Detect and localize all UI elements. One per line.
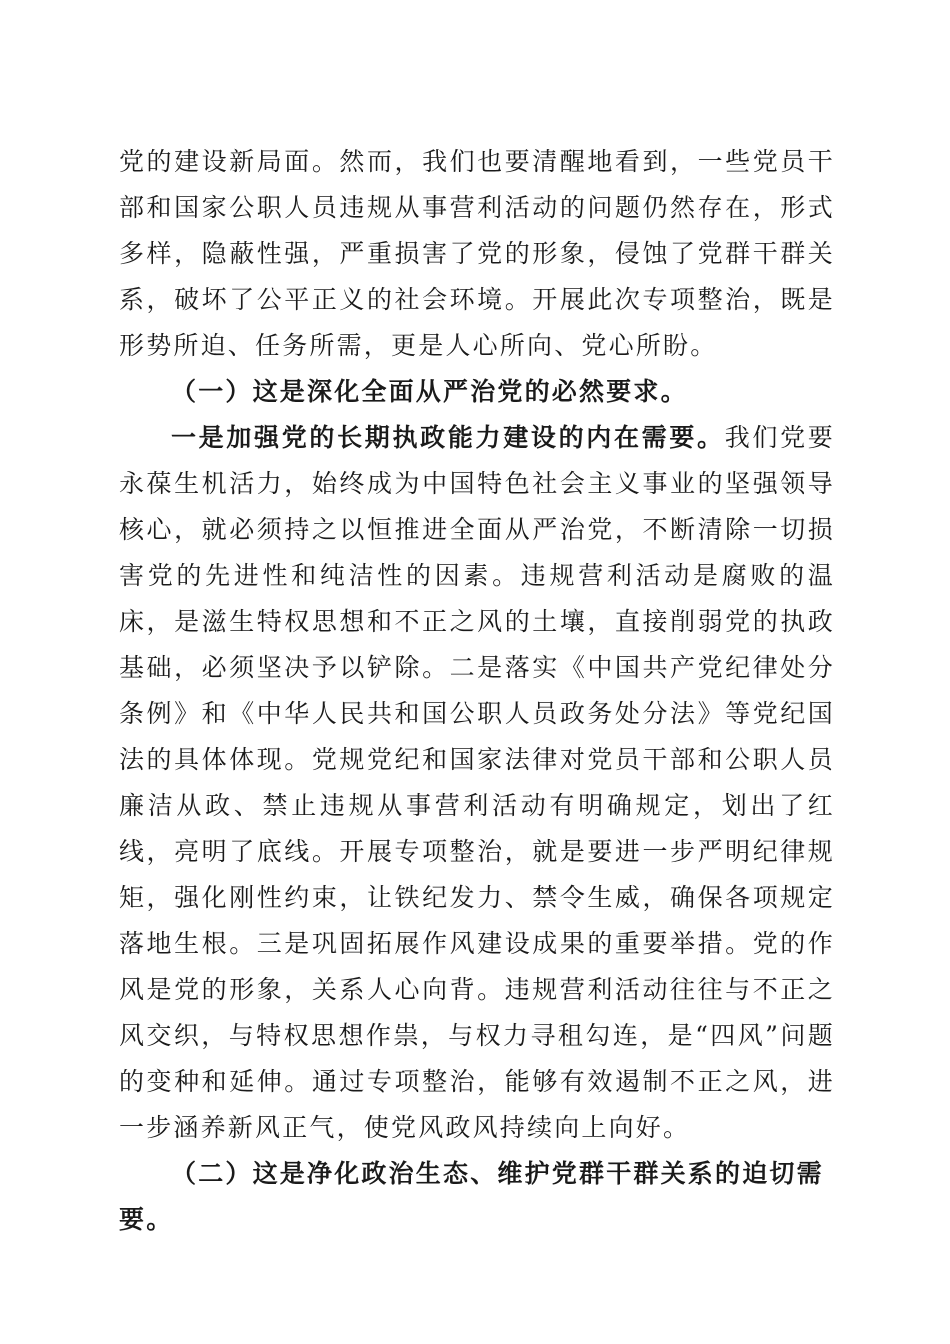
paragraph-2-lead: 一是加强党的长期执政能力建设的内在需要。 — [171, 423, 725, 452]
paragraph-2-body: 我们党要永葆生机活力，始终成为中国特色社会主义事业的坚强领导核心，就必须持之以恒推进全面从严治党，不断清除一切损害党的先进性和纯洁性的因素。违规营利活动是腐败的温床，是滋生特权思想和不正之风的土壤，直接削弱党的执政基础，必须坚决予以铲除。二是落实《中国共产党纪律处分条例》和《中华人民共和国公职人员政务处分法》等党纪国法的具体体现。党规党纪和国家法律对党员干部和公职人员廉洁从政、禁止违规从事营利活动有明确规定，划出了红线，亮明了底线。开展专项整治，就是要进一步严明纪律规矩，强化刚性约束，让铁纪发力、禁令生威，确保各项规定落地生根。三是巩固拓展作风建设成果的重要举措。党的作风是党的形象，关系人心向背。违规营利活动往往与不正之风交织，与特权思想作祟，与权力寻租勾连，是“四风”问题的变种和延伸。通过专项整治，能够有效遏制不正之风，进一步涵养新风正气，使党风政风持续向上向好。 — [119, 423, 835, 1142]
paragraph-2 — [119, 415, 835, 1151]
document-body — [119, 139, 835, 1243]
paragraph-1: 党的建设新局面。然而，我们也要清醒地看到，一些党员干部和国家公职人员违规从事营利活动的问题仍然存在，形式多样，隐蔽性强，严重损害了党的形象，侵蚀了党群干群关系，破坏了公平正义的社会环境。开展此次专项整治，既是形势所迫、任务所需，更是人心所向、党心所盼。 — [119, 147, 835, 360]
section-heading-2: （二）这是净化政治生态、维护党群干群关系的迫切需要。 — [119, 1159, 824, 1234]
section-heading-1: （一）这是深化全面从严治党的必然要求。 — [171, 377, 688, 406]
